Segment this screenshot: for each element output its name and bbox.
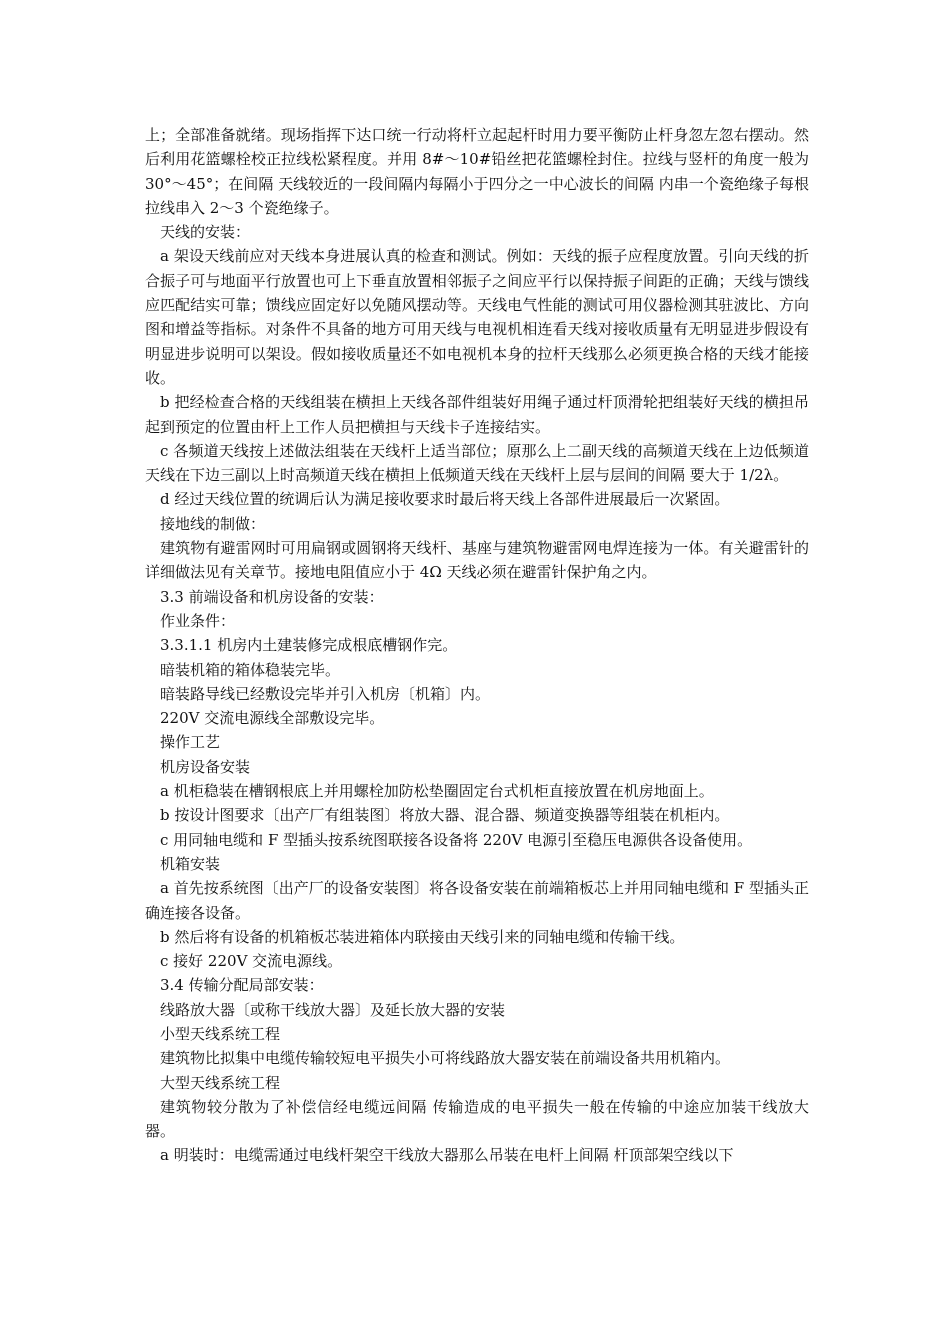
body-paragraph: 建筑物有避雷网时可用扁钢或圆钢将天线杆、基座与建筑物避雷网电焊连接为一体。有关避雷针的详细做法见有关章节。接地电阻值应小于 4Ω 天线必须在避雷针保护角之内。 [145,539,809,582]
body-paragraph: 上；全部准备就绪。现场指挥下达口统一行动将杆立起起杆时用力要平衡防止杆身忽左忽右摆动。然后利用花篮螺栓校正拉线松紧程度。并用 8#～10#铅丝把花篮螺栓封住。拉线与竖杆的角度一般为 30°～45°；在间隔 天线较近的一段间隔内每隔小于四分之一中心波长的间隔 内串一个瓷绝缘子每根拉线串入 2～3 个瓷绝缘子。 [145,126,809,217]
section-line: 机房设备安装 [160,757,251,776]
section-line: b 然后将有设备的机箱板芯装进箱体内联接由天线引来的同轴电缆和传输干线。 [160,927,685,946]
body-paragraph: 建筑物较分散为了补偿信经电缆远间隔 传输造成的电平损失一般在传输的中途应加装干线放大器。 [145,1097,809,1141]
section-line: 建筑物比拟集中电缆传输较短电平损失小可将线路放大器安装在前端设备共用机箱内。 [160,1049,731,1068]
section-line: 作业条件： [160,611,236,630]
body-paragraph: c 各频道天线按上述做法组装在天线杆上适当部位；原那么上二副天线的高频道天线在上边低频道天线在下边三副以上时高频道天线在横担上低频道天线在天线杆上层与层间的间隔 要大于 1/2λ。 [145,441,809,485]
section-line: 线路放大器〔或称干线放大器〕及延长放大器的安装 [160,1000,506,1019]
body-paragraph: b 把经检查合格的天线组装在横担上天线各部件组装好用绳子通过杆顶滑轮把组装好天线的横担吊起到预定的位置由杆上工作人员把横担与天线卡子连接结实。 [145,393,809,436]
section-line: 3.3 前端设备和机房设备的安装： [160,587,384,606]
section-line: 220V 交流电源线全部敷设完毕。 [160,709,385,728]
document-page [145,123,809,1168]
body-paragraph: a 架设天线前应对天线本身进展认真的检查和测试。例如：天线的振子应程度放置。引向天线的折合振子可与地面平行放置也可上下垂直放置相邻振子之间应平行以保持振子间距的正确；天线与馈线应匹配结实可靠；馈线应固定好以免随风摆动等。天线电气性能的测试可用仪器检测其驻波比、方向图和增益等指标。对条件不具备的地方可用天线与电视机相连看天线对接收质量有无明显进步假设有明显进步说明可以架设。假如接收质量还不如电视机本身的拉杆天线那么必须更换合格的天线才能接收。 [145,247,809,387]
section-line: 小型天线系统工程 [160,1024,281,1043]
section-line: 暗装路导线已经敷设完毕并引入机房〔机箱〕内。 [160,684,491,703]
section-line: 暗装机箱的箱体稳装完毕。 [160,660,341,679]
section-line: 操作工艺 [160,733,221,752]
section-line: a 机柜稳装在槽钢根底上并用螺栓加防松垫圈固定台式机柜直接放置在机房地面上。 [160,782,714,801]
section-line: c 接好 220V 交流电源线。 [160,952,343,971]
body-paragraph: a 首先按系统图〔出产厂的设备安装图〕将各设备安装在前端箱板芯上并用同轴电缆和 F 型插头正确连接各设备。 [145,879,809,922]
section-line: c 用同轴电缆和 F 型插头按系统图联接各设备将 220V 电源引至稳压电源供各设备使用。 [160,830,753,849]
section-line: 大型天线系统工程 [160,1073,281,1092]
section-line: 3.3.1.1 机房内土建装修完成根底槽钢作完。 [160,636,458,655]
body-paragraph: d 经过天线位置的统调后认为满足接收要求时最后将天线上各部件进展最后一次紧固。 [160,490,730,509]
section-line: 3.4 传输分配局部安装： [160,976,324,995]
section-line: 接地线的制做： [160,514,266,533]
body-paragraph: a 明装时：电缆需通过电线杆架空干线放大器那么吊装在电杆上间隔 杆顶部架空线以下 [160,1146,734,1165]
section-line: b 按设计图要求〔出产厂有组装图〕将放大器、混合器、频道变换器等组装在机柜内。 [160,806,730,825]
section-line: 机箱安装 [160,854,221,873]
section-line: 天线的安装： [160,223,251,242]
